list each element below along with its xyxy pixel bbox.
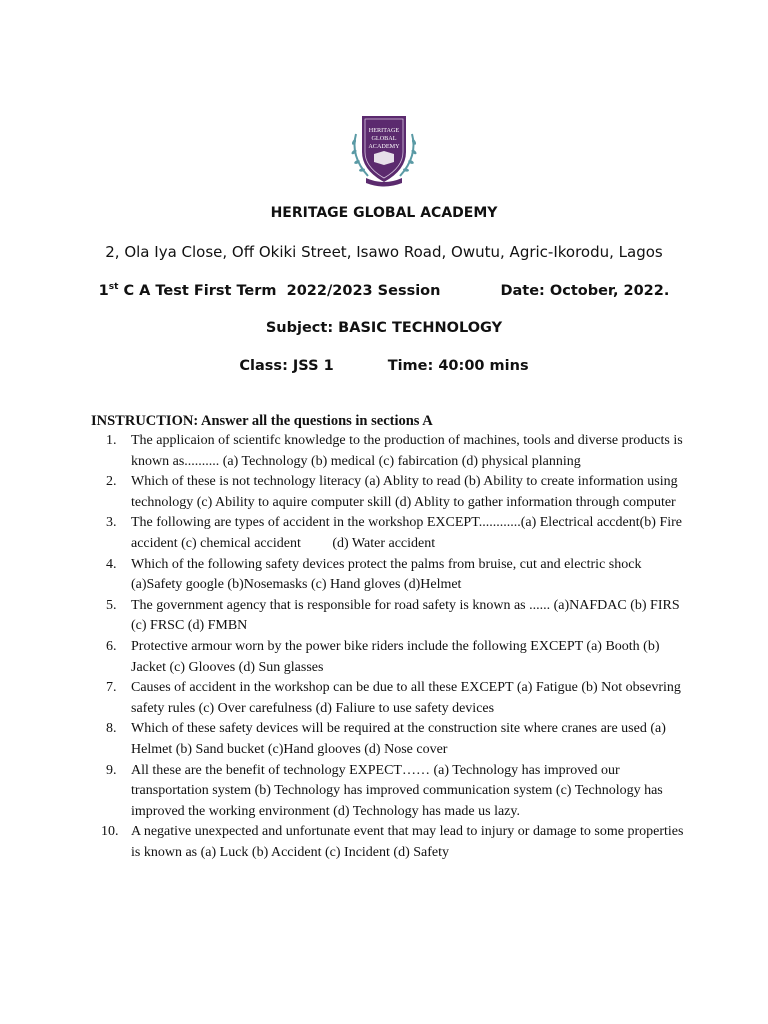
question-number: 7.	[106, 680, 117, 696]
question-item	[91, 761, 691, 823]
question-number: 1.	[106, 433, 117, 448]
test-session-row	[0, 282, 768, 299]
question-text: The following are types of accident in the workshop EXCEPT............(a) Electrical accdent(b) Fire accident (c) chemical accident (d) Water accident	[131, 515, 686, 551]
svg-text:HERITAGE: HERITAGE	[368, 127, 400, 134]
question-item	[91, 555, 691, 596]
question-number: 5.	[106, 597, 117, 613]
question-item	[91, 513, 691, 554]
subject-line: Subject: BASIC TECHNOLOGY	[265, 320, 503, 336]
question-text: Causes of accident in the workshop can be due to all these EXCEPT (a) Fatigue (b) Not obsevring safety rules (c) Over carefulness (d) Faliure to use safety devices	[131, 680, 681, 716]
instruction-text: INSTRUCTION: Answer all the questions in sections A	[91, 413, 433, 429]
time-label: Time: 40:00 mins	[387, 358, 529, 374]
class-time-row	[0, 358, 768, 374]
question-item	[91, 678, 691, 719]
school-address: 2, Ola Iya Close, Off Okiki Street, Isawo Road, Owutu, Agric-Ikorodu, Lagos	[105, 243, 663, 261]
question-text: Protective armour worn by the power bike riders include the following EXCEPT (a) Booth (b) Jacket (c) Glooves (d) Sun glasses	[131, 638, 660, 675]
question-item	[91, 472, 691, 513]
question-item	[91, 719, 691, 760]
question-item	[91, 596, 691, 637]
question-item	[91, 822, 691, 863]
question-number: 4.	[106, 556, 117, 572]
question-text: The government agency that is responsible for road safety is known as ...... (a)NAFDAC (b) FIRS (c) FRSC (d) FMBN	[131, 597, 680, 634]
question-text: All these are the benefit of technology EXPECT…… (a) Technology has improved our transportation system (b) Technology has improved communication system (c) Technology has improved the working environment (d) Technology has made us lazy.	[131, 762, 663, 819]
question-text: Which of the following safety devices protect the palms from bruise, cut and electric shock (a)Safety google (b)Nosemasks (c) Hand gloves (d)Helmet	[131, 556, 642, 593]
question-number: 3.	[106, 515, 117, 531]
test-date: Date: October, 2022.	[500, 283, 670, 299]
school-crest-logo	[346, 112, 422, 188]
svg-text:GLOBAL: GLOBAL	[371, 135, 397, 142]
class-label: Class: JSS 1	[239, 358, 334, 374]
question-text: The applicaion of scientifc knowledge to the production of machines, tools and diverse products is known as.......... (a) Technology (b) medical (c) fabircation (d) physical planning	[131, 433, 683, 469]
question-number: 10.	[101, 824, 119, 840]
test-title: C A Test First Term 2022/2023 Session	[123, 283, 441, 299]
question-item	[91, 637, 691, 678]
test-ordinal: 1	[98, 283, 109, 299]
question-number: 9.	[106, 762, 117, 778]
svg-text:ACADEMY: ACADEMY	[368, 143, 400, 150]
question-text: Which of these is not technology literacy (a) Ablity to read (b) Ability to create information using technology (c) Ability to aquire computer skill (d) Ablity to gather information through computer	[131, 474, 678, 510]
question-text: A negative unexpected and unfortunate event that may lead to injury or damage to some properties is known as (a) Luck (b) Accident (c) Incident (d) Safety	[131, 824, 684, 860]
test-ordinal-suffix: st	[108, 282, 119, 292]
school-name: HERITAGE GLOBAL ACADEMY	[270, 205, 498, 221]
question-text: Which of these safety devices will be required at the construction site where cranes are used (a) Helmet (b) Sand bucket (c)Hand glooves (d) Nose cover	[131, 721, 666, 757]
question-list	[91, 431, 691, 863]
question-number: 2.	[106, 474, 117, 490]
question-number: 8.	[106, 721, 117, 737]
question-item	[91, 431, 691, 472]
question-number: 6.	[106, 638, 117, 654]
